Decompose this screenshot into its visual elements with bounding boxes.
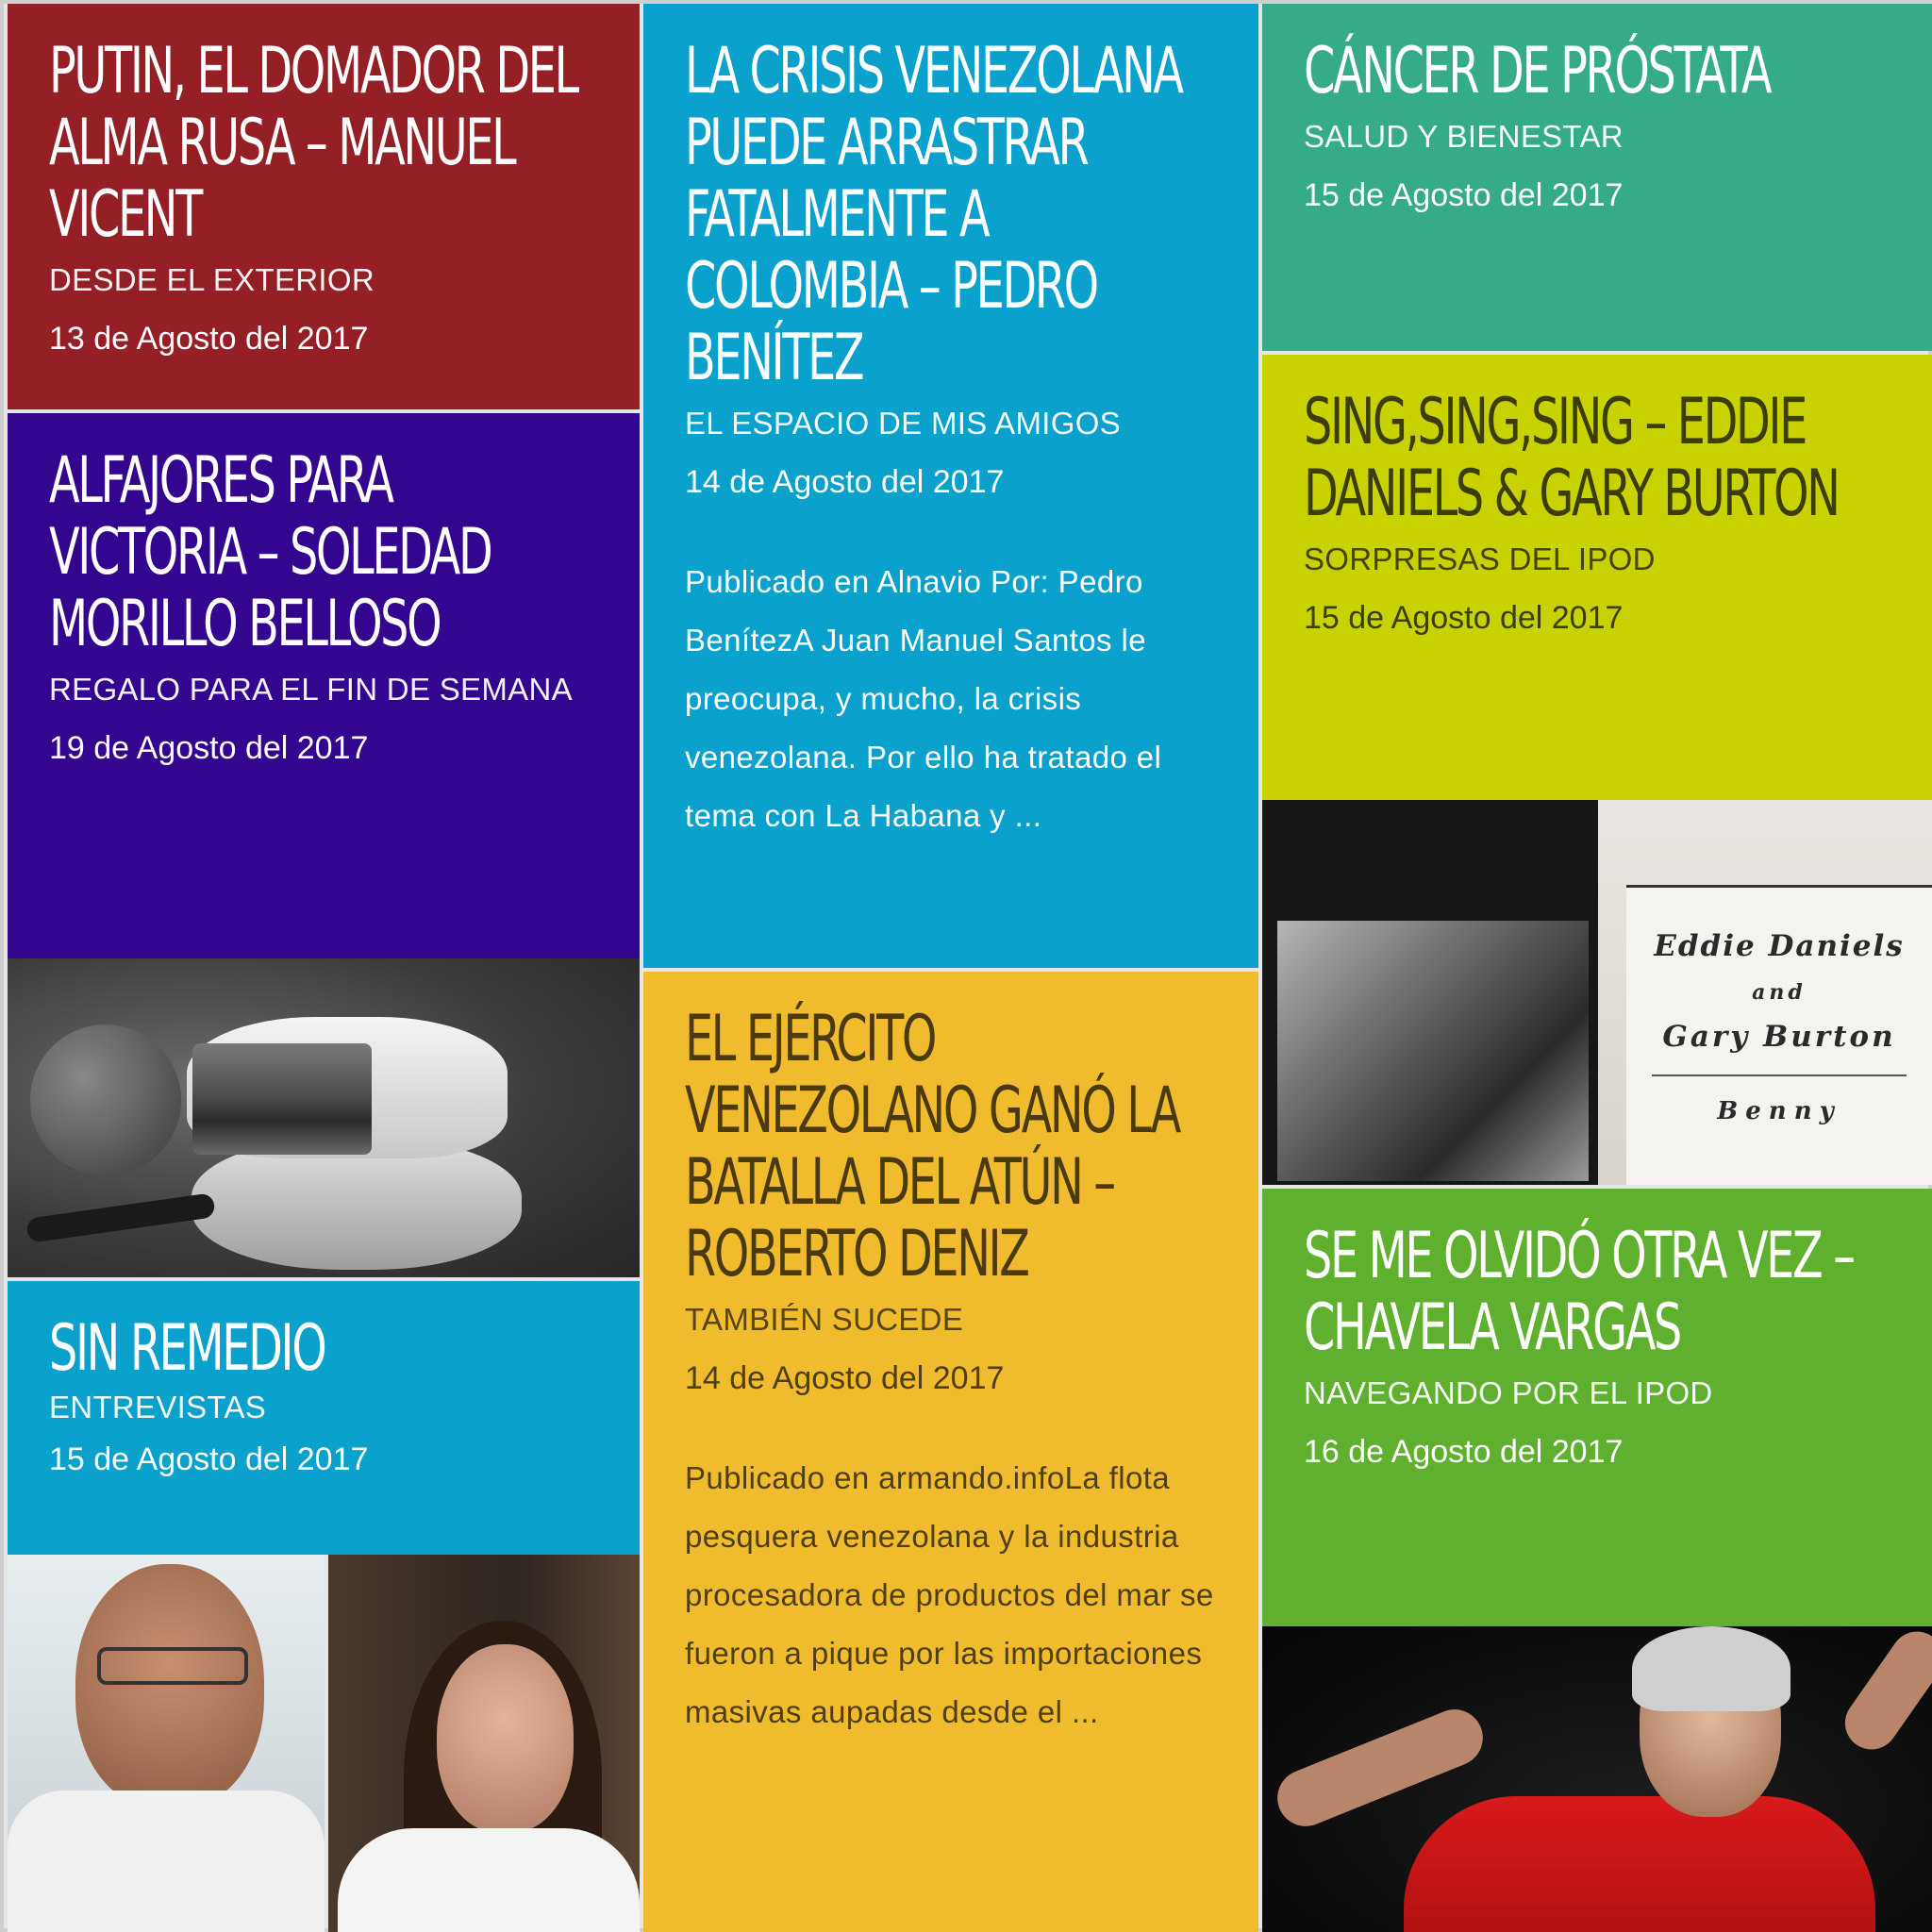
post-card-crisis-venezolana[interactable]	[643, 4, 1258, 968]
post-category[interactable]: REGALO PARA EL FIN DE SEMANA	[49, 672, 573, 707]
post-date: 16 de Agosto del 2017	[1304, 1434, 1624, 1470]
post-card-sin-remedio[interactable]	[8, 1281, 640, 1555]
post-title[interactable]: ALFAJORES PARA VICTORIA – SOLEDAD MORILLO BELLOSO	[49, 443, 491, 661]
photo-detail	[1632, 1626, 1790, 1711]
post-category[interactable]: SALUD Y BIENESTAR	[1304, 119, 1624, 154]
album-artist-1: Eddie Daniels	[1654, 929, 1905, 963]
post-title[interactable]: LA CRISIS VENEZOLANA PUEDE ARRASTRAR FATALMENTE A COLOMBIA – PEDRO BENÍTEZ	[685, 34, 1182, 395]
post-card-cancer-prostata[interactable]	[1262, 4, 1932, 351]
post-date: 14 de Agosto del 2017	[685, 1360, 1005, 1396]
photo-detail	[97, 1647, 248, 1685]
post-date: 13 de Agosto del 2017	[49, 321, 369, 357]
photo-detail	[1404, 1796, 1875, 1932]
alfajor-photo[interactable]	[8, 958, 640, 1277]
post-category[interactable]: SORPRESAS DEL IPOD	[1304, 541, 1656, 576]
post-date: 15 de Agosto del 2017	[49, 1441, 369, 1477]
photo-detail	[338, 1828, 640, 1932]
post-category[interactable]: TAMBIÉN SUCEDE	[685, 1302, 964, 1337]
post-category[interactable]: NAVEGANDO POR EL IPOD	[1304, 1375, 1713, 1410]
post-card-alfajores[interactable]	[8, 413, 640, 958]
post-title[interactable]: PUTIN, EL DOMADOR DEL ALMA RUSA – MANUEL VICENT	[49, 34, 577, 252]
post-card-batalla-atun[interactable]	[643, 972, 1258, 1932]
album-and: and	[1752, 980, 1807, 1005]
photo-detail	[8, 1790, 325, 1932]
post-excerpt: Publicado en Alnavio Por: Pedro BenítezA Juan Manuel Santos le preocupa, y mucho, la crisis venezolana. Por ello ha tratado el tema con La Habana y ...	[685, 564, 1162, 833]
post-date: 15 de Agosto del 2017	[1304, 600, 1624, 636]
photo-detail	[75, 1564, 264, 1809]
post-title[interactable]: EL EJÉRCITO VENEZOLANO GANÓ LA BATALLA DEL ATÚN – ROBERTO DENIZ	[685, 1002, 1179, 1291]
album-artist-2: Gary Burton	[1662, 1020, 1896, 1054]
post-category[interactable]: EL ESPACIO DE MIS AMIGOS	[685, 406, 1121, 441]
album-label	[1626, 885, 1932, 1185]
singer-photo[interactable]	[1262, 1626, 1932, 1932]
interview-photo[interactable]	[8, 1555, 640, 1932]
post-date: 15 de Agosto del 2017	[1304, 177, 1624, 213]
album-title: Benny	[1717, 1097, 1841, 1125]
post-date: 19 de Agosto del 2017	[49, 730, 369, 766]
photo-detail	[437, 1644, 574, 1833]
album-photo-panel	[1262, 800, 1598, 1185]
photo-right-panel	[328, 1555, 640, 1932]
photo-detail	[30, 1024, 181, 1175]
photo-detail	[1277, 921, 1589, 1181]
post-excerpt: Publicado en armando.infoLa flota pesquera venezolana y la industria procesadora de productos del mar se fueron a pique por las importaciones masivas aupadas desde el ...	[685, 1460, 1214, 1729]
post-title[interactable]: SE ME OLVIDÓ OTRA VEZ – CHAVELA VARGAS	[1304, 1219, 1854, 1365]
album-text-panel	[1598, 800, 1932, 1185]
post-card-chavela-vargas[interactable]	[1262, 1189, 1932, 1626]
album-divider	[1652, 1074, 1907, 1076]
post-title[interactable]: SING,SING,SING – EDDIE DANIELS & GARY BURTON	[1304, 385, 1839, 531]
post-card-putin[interactable]	[8, 4, 640, 409]
post-category[interactable]: DESDE EL EXTERIOR	[49, 262, 375, 297]
post-title[interactable]: CÁNCER DE PRÓSTATA	[1304, 34, 1771, 108]
post-title[interactable]: SIN REMEDIO	[49, 1311, 325, 1386]
album-cover[interactable]	[1262, 800, 1932, 1185]
post-category[interactable]: ENTREVISTAS	[49, 1390, 267, 1424]
post-date: 14 de Agosto del 2017	[685, 464, 1005, 500]
post-card-sing-sing-sing[interactable]	[1262, 355, 1932, 800]
photo-detail	[192, 1043, 372, 1155]
